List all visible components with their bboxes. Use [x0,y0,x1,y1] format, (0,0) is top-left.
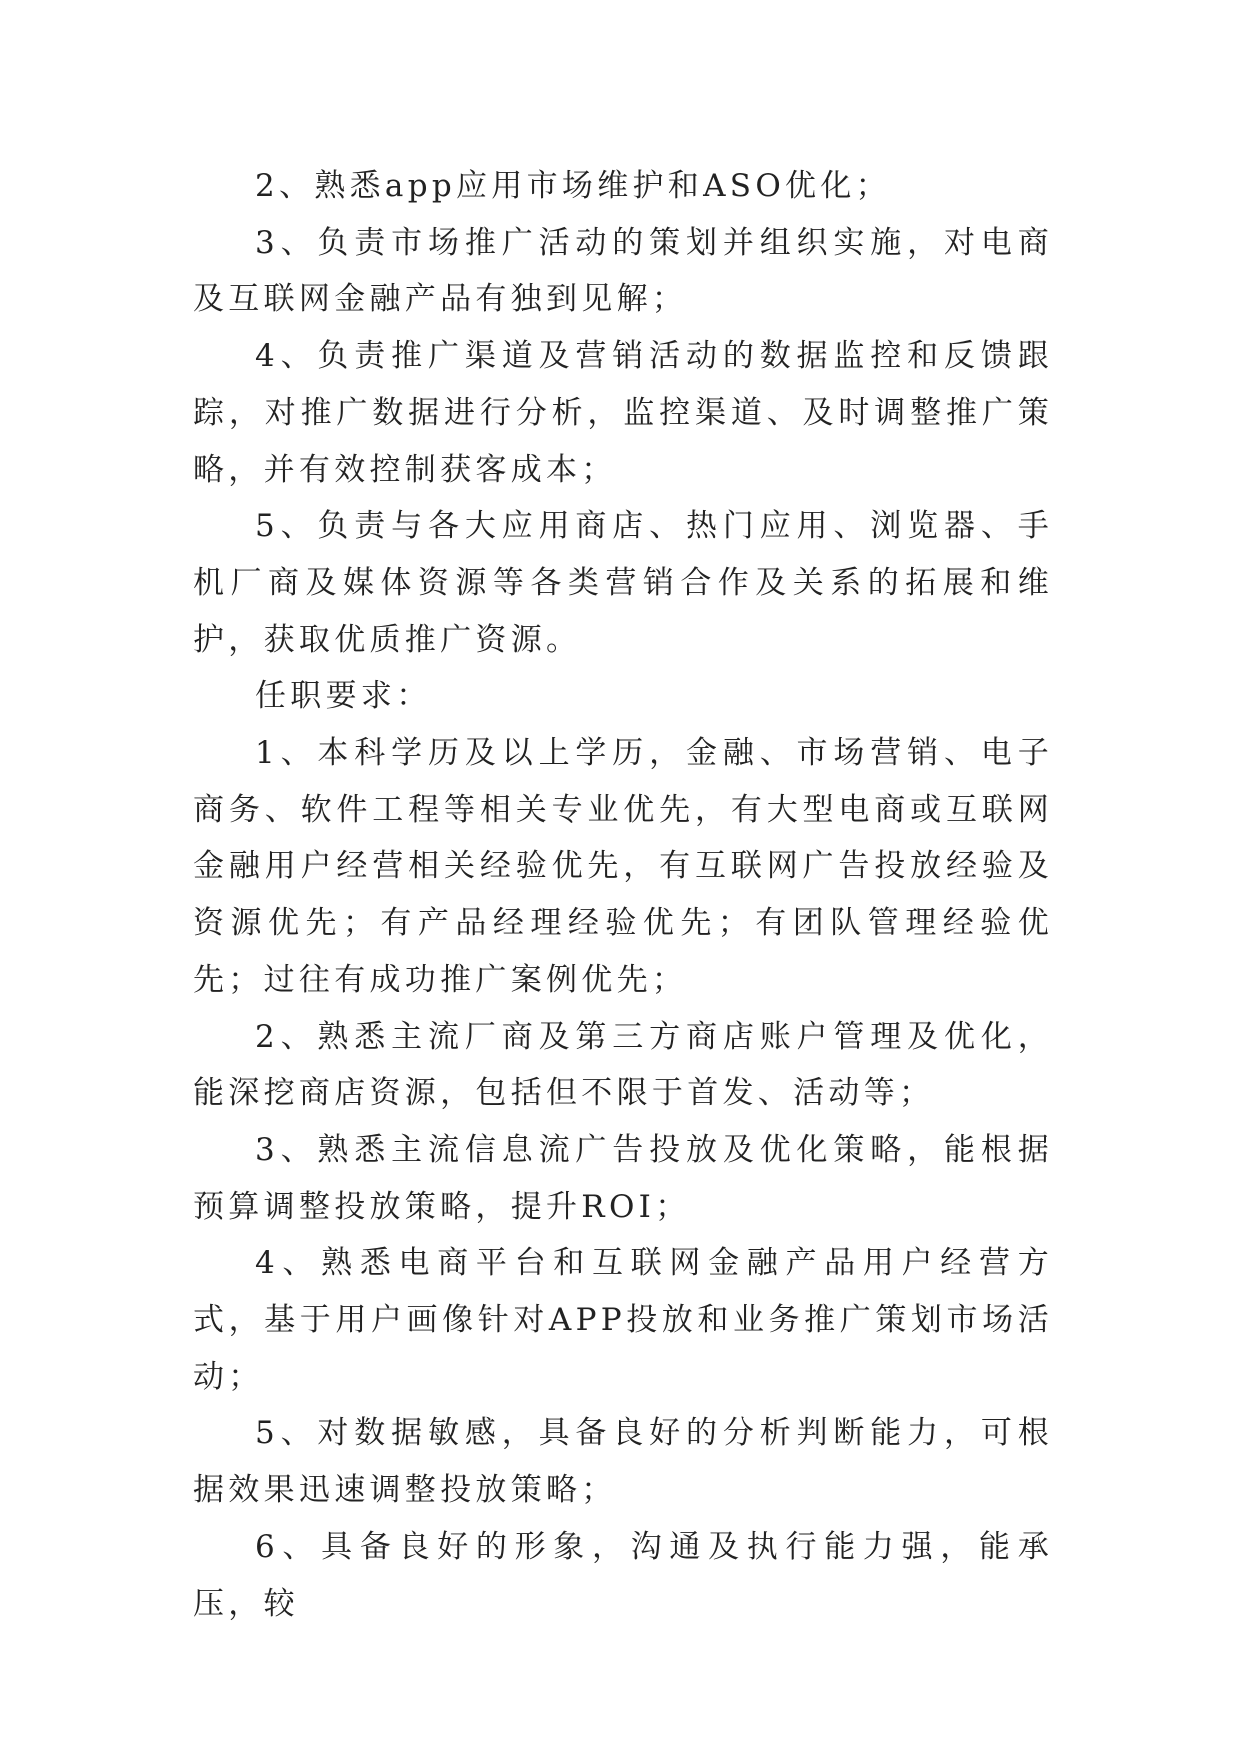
paragraph-requirement-6: 6、具备良好的形象，沟通及执行能力强，能承压，较 [193,1528,1053,1622]
paragraph-duty-5: 5、负责与各大应用商店、热门应用、浏览器、手机厂商及媒体资源等各类营销合作及关系的拓展和维护，获取优质推广资源。 [193,508,1053,658]
paragraph-requirement-5: 5、对数据敏感，具备良好的分析判断能力，可根据效果迅速调整投放策略； [193,1415,1053,1509]
paragraph-requirement-4: 4、熟悉电商平台和互联网金融产品用户经营方式，基于用户画像针对APP投放和业务推广策划市场活动； [193,1245,1053,1395]
section-heading-requirements: 任职要求： [255,678,432,715]
document-body [193,158,1053,1632]
paragraph-requirement-1: 1、本科学历及以上学历，金融、市场营销、电子商务、软件工程等相关专业优先，有大型电商或互联网金融用户经营相关经验优先，有互联网广告投放经验及资源优先；有产品经理经验优先；有团队管理经验优先；过往有成功推广案例优先； [193,735,1053,998]
paragraph-duty-4: 4、负责推广渠道及营销活动的数据监控和反馈跟踪，对推广数据进行分析，监控渠道、及时调整推广策略，并有效控制获客成本； [193,338,1053,488]
paragraph-duty-2: 2、熟悉app应用市场维护和ASO优化； [255,168,891,204]
paragraph-requirement-2: 2、熟悉主流厂商及第三方商店账户管理及优化，能深挖商店资源，包括但不限于首发、活动等； [193,1018,1053,1112]
paragraph-requirement-3: 3、熟悉主流信息流广告投放及优化策略，能根据预算调整投放策略，提升ROI； [193,1131,1053,1225]
paragraph-duty-3: 3、负责市场推广活动的策划并组织实施，对电商及互联网金融产品有独到见解； [193,224,1053,318]
